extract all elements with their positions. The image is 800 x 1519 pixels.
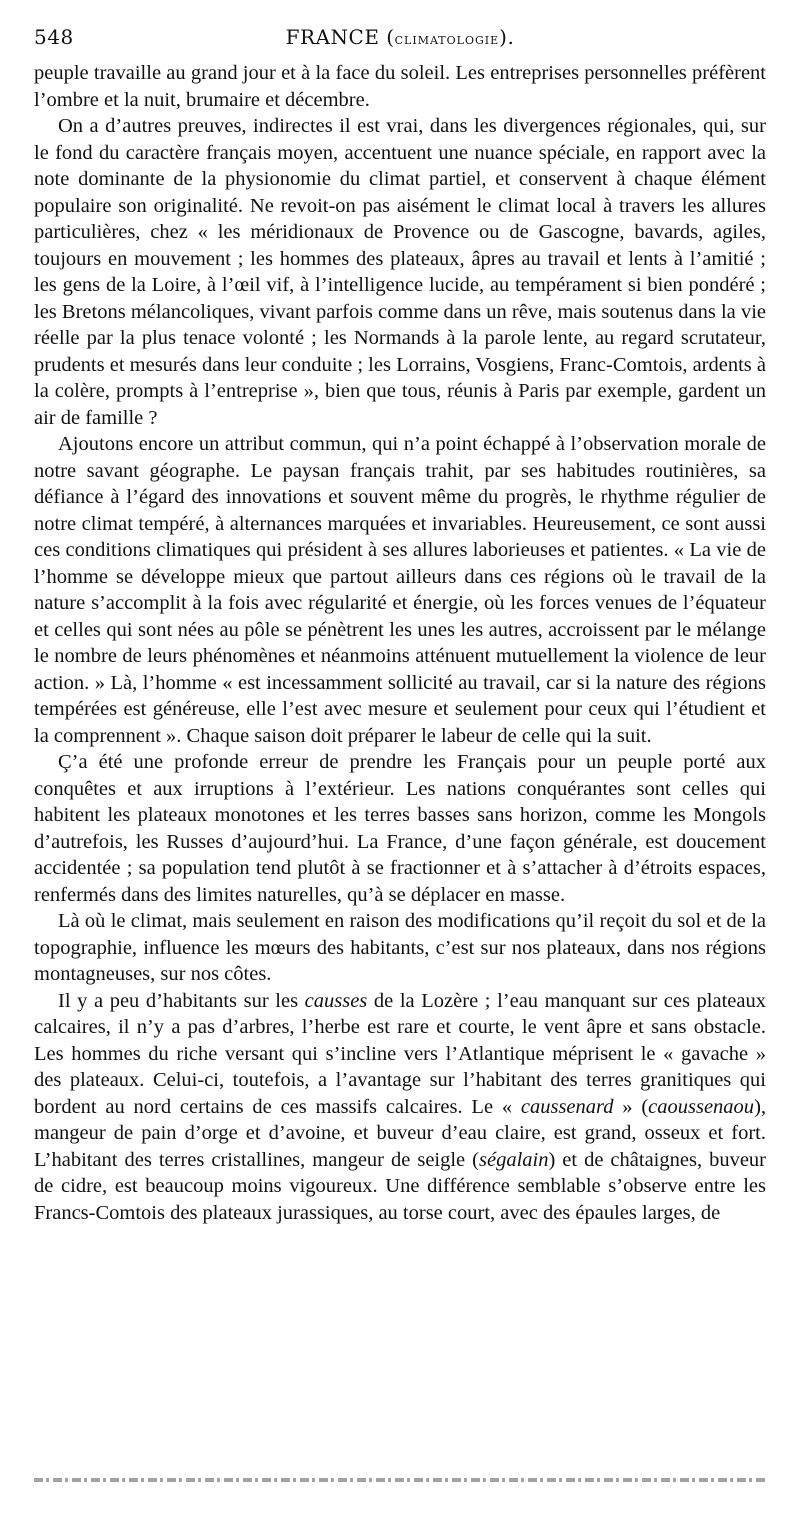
italic-term-caoussenaou: caoussenaou xyxy=(648,1095,755,1118)
paragraph xyxy=(34,988,766,1227)
paragraph: Ç’a été une profonde erreur de prendre les Français pour un peuple porté aux conquêtes et aux irruptions à l’extérieur. Les nations conquérantes sont celles qui habitent les plateaux monotones et les terres basses sans horizon, comme les Mongols d’autrefois, les Russes d’aujourd’hui. La France, d’une façon générale, est doucement accidentée ; sa population tend plutôt à se fractionner et à s’attacher à d’étroits espaces, renfermés dans des limites naturelles, qu’à se déplacer en masse. xyxy=(34,751,766,906)
italic-term-segalain: ségalain xyxy=(479,1148,549,1171)
italic-term-caussenard: caussenard xyxy=(520,1095,614,1118)
paragraph-continued: peuple travaille au grand jour et à la face du soleil. Les entreprises personnelles préfèrent l’ombre et la nuit, brumaire et décembre. xyxy=(34,62,766,111)
document-page xyxy=(34,22,766,1226)
bleed-through-line xyxy=(34,1478,766,1482)
italic-term-causses: causses xyxy=(304,989,368,1012)
text-run: ) et de châtaignes, buveur de cidre, est beaucoup moins vigoureux. Une différence semblable s’observe entre les Francs-Comtois des plateaux jurassiques, au torse court, avec des épaules larges, de xyxy=(34,1148,766,1224)
paragraph: On a d’autres preuves, indirectes il est vrai, dans les divergences régionales, qui, sur le fond du caractère français moyen, accentuent une nuance spéciale, en rapport avec la note dominante de la physionomie du climat partiel, et conservent à chaque élément populaire son originalité. Ne revoit-on pas aisément le climat local à travers les allures particulières, chez « les méridionaux de Provence ou de Gascogne, bavards, agiles, toujours en mouvement ; les hommes des plateaux, âpres au travail et lents à l’amitié ; les gens de la Loire, à l’œil vif, à l’intelligence lucide, au tempérament si bien pondéré ; les Bretons mélancoliques, vivant parfois comme dans un rêve, mais soutenus dans la vie réelle par la plus tenace volonté ; les Normands à la parole lente, au regard scrutateur, prudents et mesurés dans leur conduite ; les Lorrains, Vosgiens, Franc-Comtois, ardents à la colère, prompts à l’entreprise », bien que tous, réunis à Paris par exemple, gardent un air de famille ? xyxy=(34,115,766,429)
running-head xyxy=(34,22,766,52)
paragraph: Là où le climat, mais seulement en raison des modifications qu’il reçoit du sol et de la topographie, influence les mœurs des habitants, c’est sur nos plateaux, dans nos régions montagneuses, sur nos côtes. xyxy=(34,910,766,985)
running-title xyxy=(34,22,766,54)
text-run: ), mangeur de pain d’orge et d’avoine, et buveur d’eau claire, est grand, osseux et fort. L’habitant des terres cristallines, mangeur de seigle ( xyxy=(34,1095,767,1171)
text-run: » ( xyxy=(613,1095,649,1118)
body-text xyxy=(34,60,766,1226)
running-title-subtitle: climatologie xyxy=(394,29,500,48)
running-title-main: FRANCE ( xyxy=(285,25,395,49)
running-title-end: ). xyxy=(499,25,515,49)
text-run: de la Lozère ; l’eau manquant sur ces plateaux calcaires, il n’y a pas d’arbres, l’herbe est rare et courte, le vent âpre et sans obstacle. Les hommes du riche versant qui s’incline vers l’Atlantique méprisent le « gavache » des plateaux. Celui-ci, toutefois, a l’avantage sur l’habitant des terres granitiques qui bordent au nord certains de ces massifs calcaires. Le « xyxy=(34,989,766,1118)
text-run: Il y a peu d’habitants sur les xyxy=(58,989,305,1012)
paragraph: Ajoutons encore un attribut commun, qui n’a point échappé à l’observation morale de notre savant géographe. Le paysan français trahit, par ses habitudes routinières, sa défiance à l’égard des innovations et souvent même du progrès, le rhythme régulier de notre climat tempéré, à alternances marquées et invariables. Heureusement, ce sont aussi ces conditions climatiques qui président à ses allures laborieuses et patientes. « La vie de l’homme se développe mieux que partout ailleurs dans ces régions où le travail de la nature s’accomplit à la fois avec régularité et énergie, où les forces venues de l’équateur et celles qui sont nées au pôle se pénètrent les unes les autres, accroissent par le mélange le nombre de leurs phénomènes et néanmoins atténuent mutuellement la violence de leur action. » Là, l’homme « est incessamment sollicité au travail, car si la nature des régions tempérées est généreuse, elle l’est avec mesure et seulement pour ceux qui l’étudient et la comprennent ». Chaque saison doit préparer le labeur de celle qui la suit. xyxy=(34,433,766,747)
page-number: 548 xyxy=(34,25,74,49)
